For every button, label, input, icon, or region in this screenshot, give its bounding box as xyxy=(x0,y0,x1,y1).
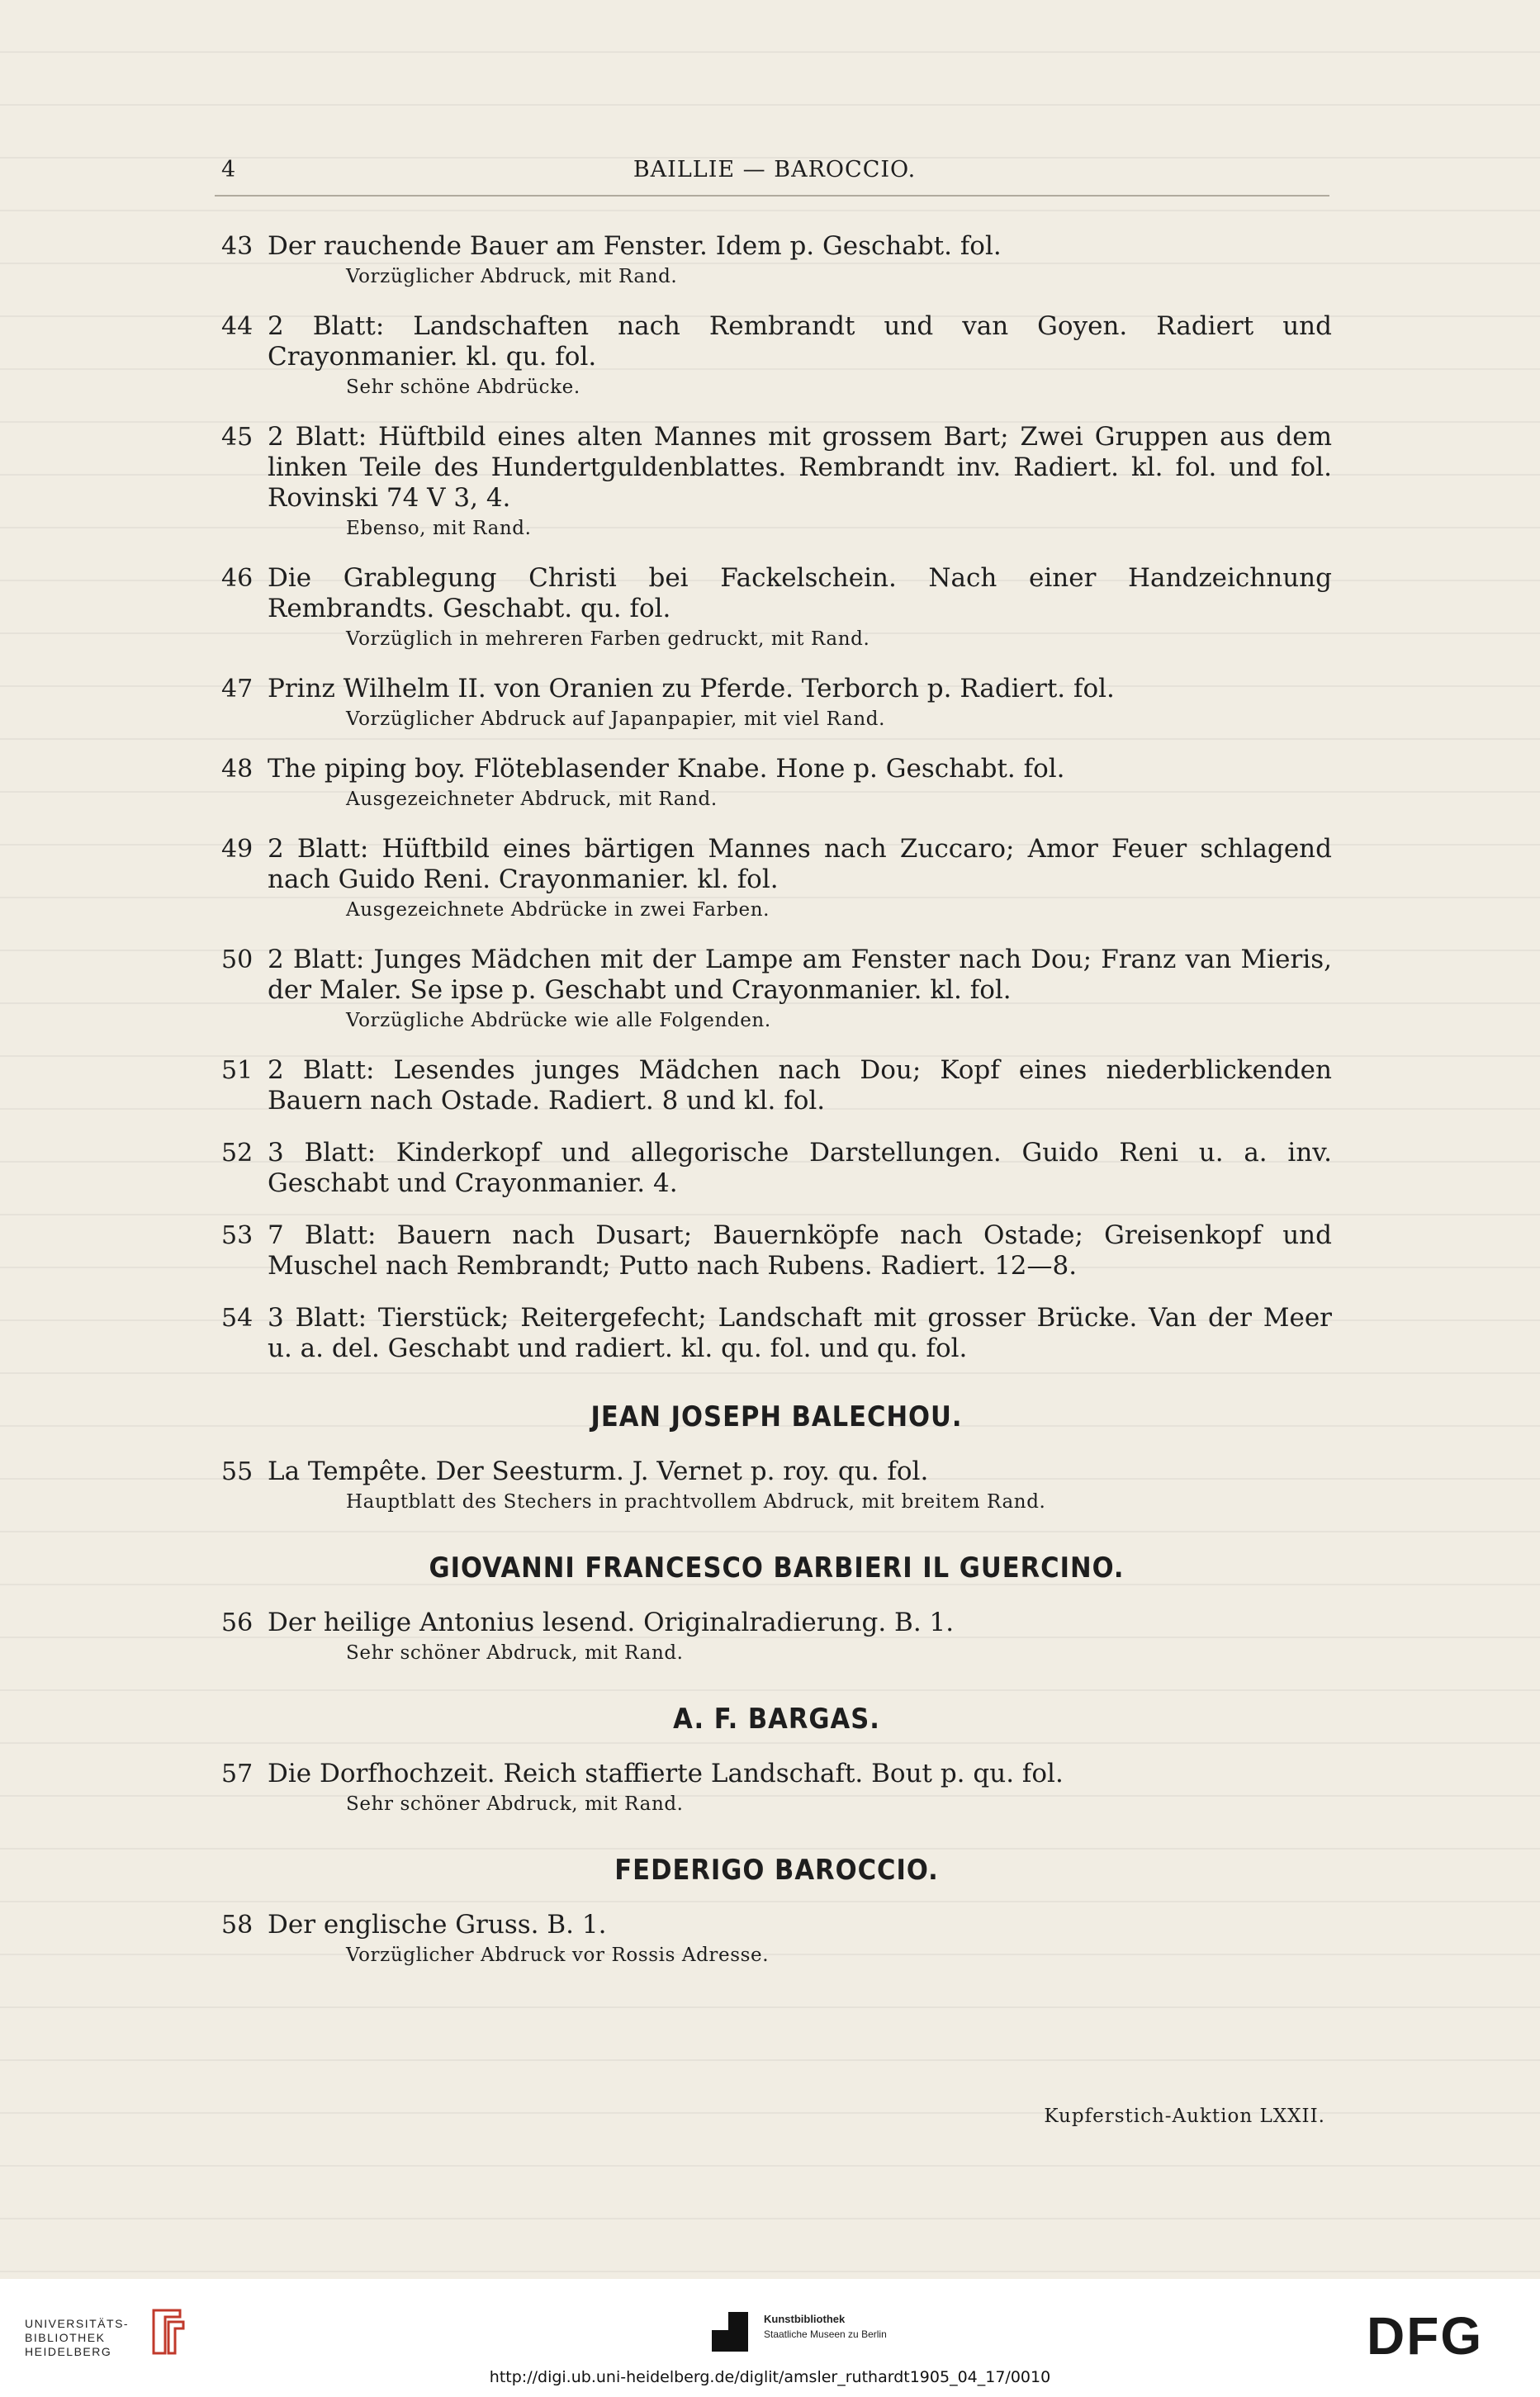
entry-number: 53 xyxy=(221,1221,254,1250)
entry-number: 57 xyxy=(221,1760,254,1788)
entry-number: 49 xyxy=(221,835,254,864)
kb-name: Kunstbibliothek xyxy=(764,2313,846,2325)
entry-body xyxy=(268,1608,1332,1666)
catalogue-entry xyxy=(221,945,1332,1034)
catalogue-entry xyxy=(221,1608,1332,1666)
entry-text: 2 Blatt: Junges Mädchen mit der Lampe am Fenster nach Dou; Franz van Mieris, der Maler. Se ipse p. Geschabt und Crayonmanier. kl. fol. xyxy=(268,945,1332,1005)
catalogue-body xyxy=(221,231,1332,1990)
entry-number: 45 xyxy=(221,423,254,452)
catalogue-entry xyxy=(221,1220,1332,1281)
entry-text: La Tempête. Der Seesturm. J. Vernet p. roy. qu. fol. xyxy=(268,1457,929,1486)
entry-number: 51 xyxy=(221,1056,254,1085)
entry-note: Vorzüglich in mehreren Farben gedruckt, mit Rand. xyxy=(346,628,870,650)
entry-note: Vorzügliche Abdrücke wie alle Folgenden. xyxy=(346,1010,771,1031)
artist-heading: JEAN JOSEPH BALECHOU. xyxy=(590,1400,963,1433)
entry-body xyxy=(268,563,1332,652)
entry-number: 50 xyxy=(221,945,254,974)
entry-number: 52 xyxy=(221,1139,254,1168)
kunstbibliothek-logo-icon xyxy=(704,2310,761,2353)
entry-number: 43 xyxy=(221,232,254,261)
entry-note: Vorzüglicher Abdruck auf Japanpapier, mit viel Rand. xyxy=(346,708,886,730)
kb-subtitle: Staatliche Museen zu Berlin xyxy=(764,2328,887,2340)
entry-text: Die Grablegung Christi bei Fackelschein. Nach einer Handzeichnung Rembrandts. Geschabt. qu. fol. xyxy=(268,563,1332,623)
entry-text: Der heilige Antonius lesend. Originalradierung. B. 1. xyxy=(268,1608,955,1637)
dfg-logo: DFG xyxy=(1367,2306,1484,2366)
entry-body xyxy=(268,1759,1332,1817)
entry-body xyxy=(268,422,1332,542)
entry-body xyxy=(268,1220,1332,1281)
kunstbibliothek-label xyxy=(764,2312,887,2342)
entry-number: 46 xyxy=(221,564,254,593)
entry-note: Vorzüglicher Abdruck vor Rossis Adresse. xyxy=(346,1945,770,1966)
entry-note: Sehr schöner Abdruck, mit Rand. xyxy=(346,1793,684,1815)
artist-sections xyxy=(221,1400,1332,1968)
entry-body xyxy=(268,754,1332,812)
catalogue-entry xyxy=(221,674,1332,732)
page-header xyxy=(221,157,1328,198)
entry-text: The piping boy. Flöteblasender Knabe. Hone p. Geschabt. fol. xyxy=(268,754,1065,784)
entry-note: Ausgezeichneter Abdruck, mit Rand. xyxy=(346,789,718,810)
catalogue-entry xyxy=(221,422,1332,542)
catalogue-entry xyxy=(221,1457,1332,1515)
entry-text: Der englische Gruss. B. 1. xyxy=(268,1910,607,1940)
entry-body xyxy=(268,1055,1332,1116)
catalogue-entry xyxy=(221,1759,1332,1817)
entry-note: Vorzüglicher Abdruck, mit Rand. xyxy=(346,266,678,287)
catalogue-entry xyxy=(221,563,1332,652)
entry-note: Ebenso, mit Rand. xyxy=(346,518,532,539)
entry-body xyxy=(268,1910,1332,1968)
catalogue-entry xyxy=(221,1910,1332,1968)
catalogue-entry xyxy=(221,1055,1332,1116)
entry-note: Ausgezeichnete Abdrücke in zwei Farben. xyxy=(346,899,770,921)
entry-number: 58 xyxy=(221,1911,254,1940)
catalogue-entry xyxy=(221,1138,1332,1199)
page-number: 4 xyxy=(221,157,237,182)
header-rule xyxy=(215,195,1329,197)
entry-text: 3 Blatt: Tierstück; Reitergefecht; Landschaft mit grosser Brücke. Van der Meer u. a. del. Geschabt und radiert. kl. qu. fol. und qu. fol. xyxy=(268,1303,1332,1363)
entry-number: 47 xyxy=(221,675,254,703)
entry-text: 3 Blatt: Kinderkopf und allegorische Darstellungen. Guido Reni u. a. inv. Geschabt und Crayonmanier. 4. xyxy=(268,1138,1332,1198)
catalogue-entry xyxy=(221,1303,1332,1364)
entry-text: Die Dorfhochzeit. Reich staffierte Landschaft. Bout p. qu. fol. xyxy=(268,1759,1064,1788)
university-line-1: UNIVERSITÄTS- xyxy=(25,2317,130,2330)
entry-number: 54 xyxy=(221,1304,254,1333)
running-title: BAILLIE — BAROCCIO. xyxy=(633,157,917,182)
entry-text: 2 Blatt: Hüftbild eines bärtigen Mannes nach Zuccaro; Amor Feuer schlagend nach Guido Reni. Crayonmanier. kl. fol. xyxy=(268,834,1332,894)
signature-mark: Kupferstich-Auktion LXXII. xyxy=(1044,2106,1325,2127)
entry-note: Hauptblatt des Stechers in prachtvollem Abdruck, mit breitem Rand. xyxy=(346,1491,1046,1513)
catalogue-entry xyxy=(221,231,1332,290)
entry-number: 44 xyxy=(221,312,254,341)
entry-text: 2 Blatt: Lesendes junges Mädchen nach Dou; Kopf eines niederblickenden Bauern nach Ostade. Radiert. 8 und kl. fol. xyxy=(268,1055,1332,1116)
university-line-2: BIBLIOTHEK xyxy=(25,2331,106,2344)
university-line-3: HEIDELBERG xyxy=(25,2345,112,2358)
entry-body xyxy=(268,1303,1332,1364)
entry-number: 55 xyxy=(221,1457,254,1486)
entry-number: 48 xyxy=(221,755,254,784)
artist-heading: GIOVANNI FRANCESCO BARBIERI IL GUERCINO. xyxy=(429,1551,1125,1585)
entry-text: 7 Blatt: Bauern nach Dusart; Bauernköpfe nach Ostade; Greisenkopf und Muschel nach Rembrandt; Putto nach Rubens. Radiert. 12—8. xyxy=(268,1220,1332,1281)
entry-text: 2 Blatt: Hüftbild eines alten Mannes mit grossem Bart; Zwei Gruppen aus dem linken Teile des Hundertguldenblattes. Rembrandt inv. Radiert. kl. fol. und fol. Rovinski 74 V 3, 4. xyxy=(268,422,1332,513)
catalogue-entry xyxy=(221,311,1332,400)
entry-text: Der rauchende Bauer am Fenster. Idem p. Geschabt. fol. xyxy=(268,231,1002,261)
entry-body xyxy=(268,1457,1332,1515)
entry-number: 56 xyxy=(221,1608,254,1637)
entry-body xyxy=(268,311,1332,400)
artist-heading: A. F. BARGAS. xyxy=(673,1703,880,1736)
university-library-name xyxy=(25,2317,129,2359)
catalogue-entry xyxy=(221,834,1332,923)
entry-note: Sehr schöner Abdruck, mit Rand. xyxy=(346,1642,684,1664)
entry-body xyxy=(268,231,1332,290)
entry-note: Sehr schöne Abdrücke. xyxy=(346,377,580,398)
entry-body xyxy=(268,945,1332,1034)
entry-text: Prinz Wilhelm II. von Oranien zu Pferde. Terborch p. Radiert. fol. xyxy=(268,674,1115,703)
entry-body xyxy=(268,834,1332,923)
entry-text: 2 Blatt: Landschaften nach Rembrandt und van Goyen. Radiert und Crayonmanier. kl. qu. fol. xyxy=(268,311,1332,372)
artist-heading: FEDERIGO BAROCCIO. xyxy=(614,1854,939,1887)
catalogue-entry xyxy=(221,754,1332,812)
entry-body xyxy=(268,1138,1332,1199)
source-url[interactable]: http://digi.ub.uni-heidelberg.de/diglit/amsler_ruthardt1905_04_17/0010 xyxy=(489,2368,1051,2386)
entry-list xyxy=(221,231,1332,1364)
university-logo-icon xyxy=(147,2305,188,2358)
entry-body xyxy=(268,674,1332,732)
